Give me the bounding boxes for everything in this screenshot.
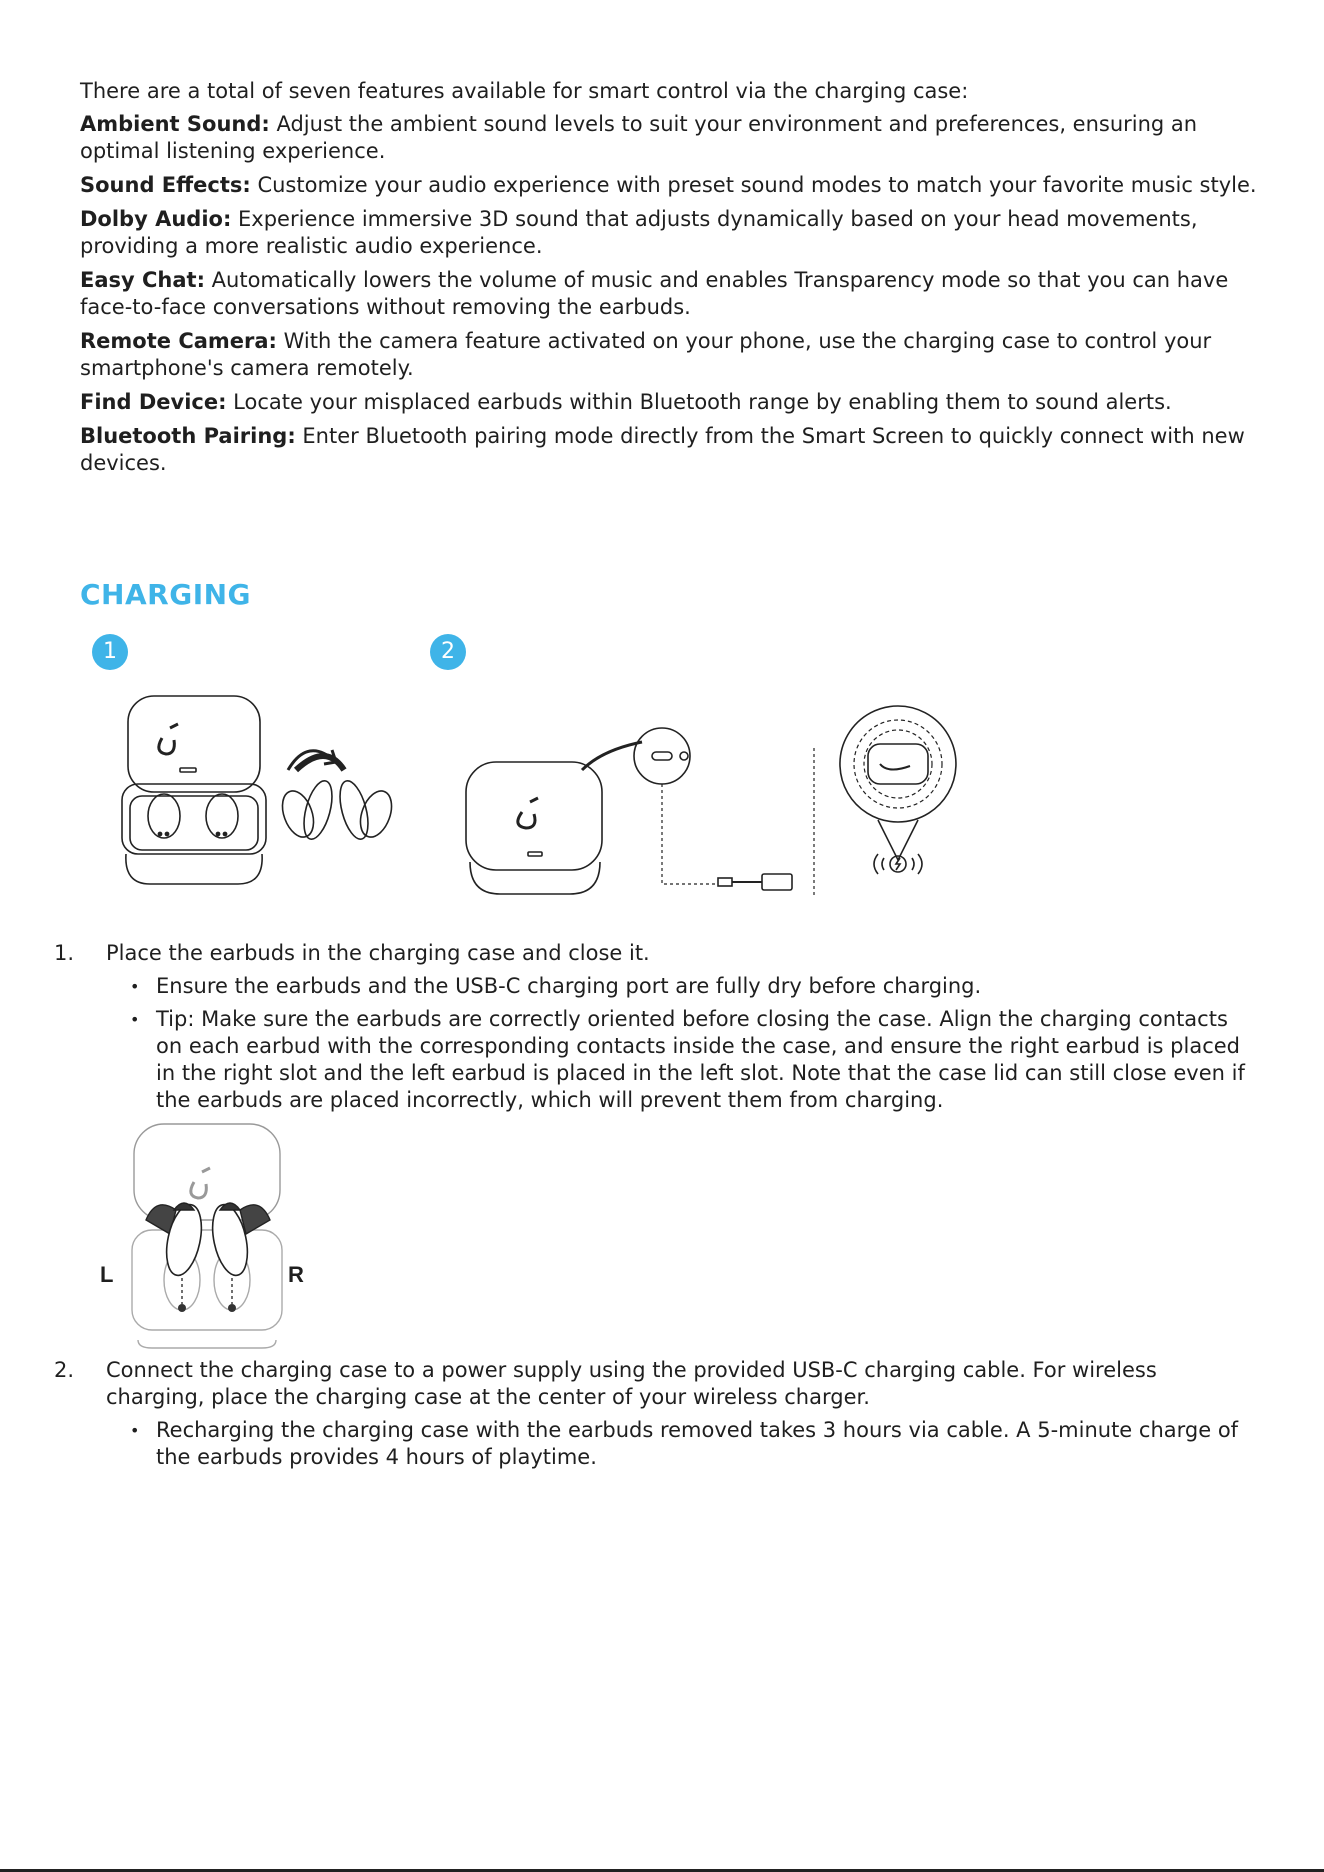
feature-title: Remote Camera:	[80, 329, 277, 353]
feature-title: Ambient Sound:	[80, 112, 270, 136]
step-number: 1.	[54, 941, 75, 965]
feature-text: Automatically lowers the volume of music and enables Transparency mode so that you can have face-to-face conversations without removing the earbuds.	[80, 268, 1229, 319]
step-number: 2.	[54, 1358, 75, 1382]
step-1	[54, 940, 1255, 1114]
step-2	[54, 1357, 1255, 1471]
feature-bluetooth-pairing	[80, 423, 1260, 477]
step-1-badge: 1	[92, 634, 128, 670]
feature-title: Easy Chat:	[80, 268, 205, 292]
charging-title: CHARGING	[80, 578, 252, 611]
feature-title: Dolby Audio:	[80, 207, 232, 231]
feature-title: Find Device:	[80, 390, 227, 414]
feature-dolby-audio	[80, 206, 1260, 260]
step-text: Connect the charging case to a power supply using the provided USB-C charging cable. For wireless charging, place the charging case at the center of your wireless charger.	[106, 1358, 1157, 1409]
feature-easy-chat	[80, 267, 1260, 321]
feature-title: Bluetooth Pairing:	[80, 424, 296, 448]
step-2-badge: 2	[430, 634, 466, 670]
feature-text: Locate your misplaced earbuds within Bluetooth range by enabling them to sound alerts.	[226, 390, 1172, 414]
feature-ambient-sound	[80, 111, 1260, 165]
bullet-item: • Tip: Make sure the earbuds are correctly oriented before closing the case. Align the charging contacts on each earbud with the corresponding contacts inside the case, and ensure the right earbud is placed in the right slot and the left earbud is placed in the left slot. Note that the case lid can still close even if the earbuds are placed incorrectly, which will prevent them from charging.	[106, 1006, 1255, 1114]
bullet-item: • Recharging the charging case with the earbuds removed takes 3 hours via cable. A 5-minute charge of the earbuds provides 4 hours of playtime.	[106, 1417, 1255, 1471]
wireless-charging-illustration	[828, 704, 972, 890]
feature-text: Experience immersive 3D sound that adjusts dynamically based on your head movements, providing a more realistic audio experience.	[80, 207, 1198, 258]
step-2-list	[54, 1357, 1255, 1477]
step-1-bullets	[106, 973, 1255, 1114]
right-label: R	[288, 1262, 304, 1287]
feature-text: With the camera feature activated on your phone, use the charging case to control your smartphone's camera remotely.	[80, 329, 1212, 380]
features-intro: There are a total of seven features available for smart control via the charging case:	[80, 79, 969, 103]
feature-text: Enter Bluetooth pairing mode directly from the Smart Screen to quickly connect with new devices.	[80, 424, 1245, 475]
feature-text: Adjust the ambient sound levels to suit your environment and preferences, ensuring an optimal listening experience.	[80, 112, 1198, 163]
feature-sound-effects	[80, 172, 1260, 199]
earbud-orientation-illustration	[128, 1120, 288, 1350]
step-1-list	[54, 940, 1255, 1120]
step-text: Place the earbuds in the charging case and close it.	[106, 941, 650, 965]
features-section	[80, 78, 1260, 484]
bullet-item: • Ensure the earbuds and the USB-C charging port are fully dry before charging.	[106, 973, 1255, 1000]
feature-remote-camera	[80, 328, 1260, 382]
feature-text: Customize your audio experience with preset sound modes to match your favorite music style.	[250, 173, 1257, 197]
left-label: L	[100, 1262, 114, 1287]
feature-title: Sound Effects:	[80, 173, 251, 197]
earbuds-into-case-illustration	[118, 688, 408, 898]
usb-c-charging-illustration	[462, 712, 822, 898]
step-2-bullets	[106, 1417, 1255, 1471]
feature-find-device	[80, 389, 1260, 416]
